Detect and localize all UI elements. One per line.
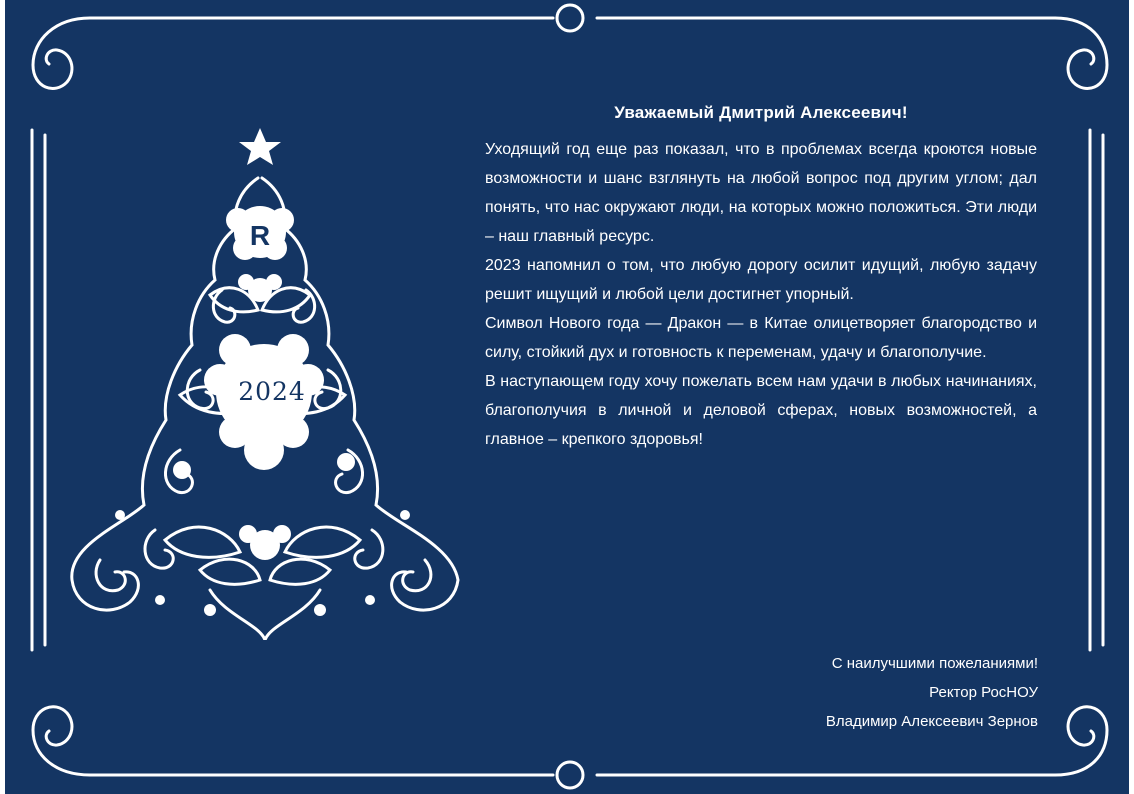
year-label: 2024: [238, 377, 306, 406]
curl-bottom-left: [33, 707, 90, 775]
star-icon: [239, 128, 281, 165]
curl-bottom-right: [1055, 707, 1107, 775]
top-ring-ornament: [557, 5, 583, 31]
signature-title: Ректор РосНОУ: [929, 684, 1038, 701]
paragraph: 2023 напомнил о том, что любую дорогу осилит идущий, любую задачу решит ищущий и любой цели достигнет упорный.: [485, 257, 1037, 303]
signature-closing: С наилучшими пожеланиями!: [831, 655, 1038, 672]
right-side-lines: [1090, 130, 1103, 650]
greeting-heading: Уважаемый Дмитрий Алексеевич!: [614, 103, 908, 122]
left-side-lines: [32, 130, 45, 650]
curl-top-right: [1055, 18, 1107, 88]
letter-body: [485, 103, 1037, 454]
rosnou-logo-icon: R: [249, 220, 271, 251]
bottom-ring-ornament: [557, 762, 583, 788]
paragraph: Уходящий год еще раз показал, что в проблемах всегда кроются новые возможности и шанс взглянуть на любой вопрос под другим углом; дал понять, что нас окружают люди, на которых можно положиться. Эти люди – наш главный ресурс.: [485, 141, 1037, 245]
paragraph: В наступающем году хочу пожелать всем нам удачи в любых начинаниях, благополучия в личной и деловой сферах, новых возможностей, а главное – крепкого здоровья!: [485, 373, 1037, 448]
signature-name: Владимир Алексеевич Зернов: [825, 713, 1038, 730]
signature-block: [826, 649, 1038, 736]
curl-top-left: [33, 18, 90, 88]
greeting-card: [5, 0, 1129, 794]
paragraph: Символ Нового года — Дракон — в Китае олицетворяет благородство и силу, стойкий дух и готовность к переменам, удачу и благополучие.: [485, 315, 1037, 361]
